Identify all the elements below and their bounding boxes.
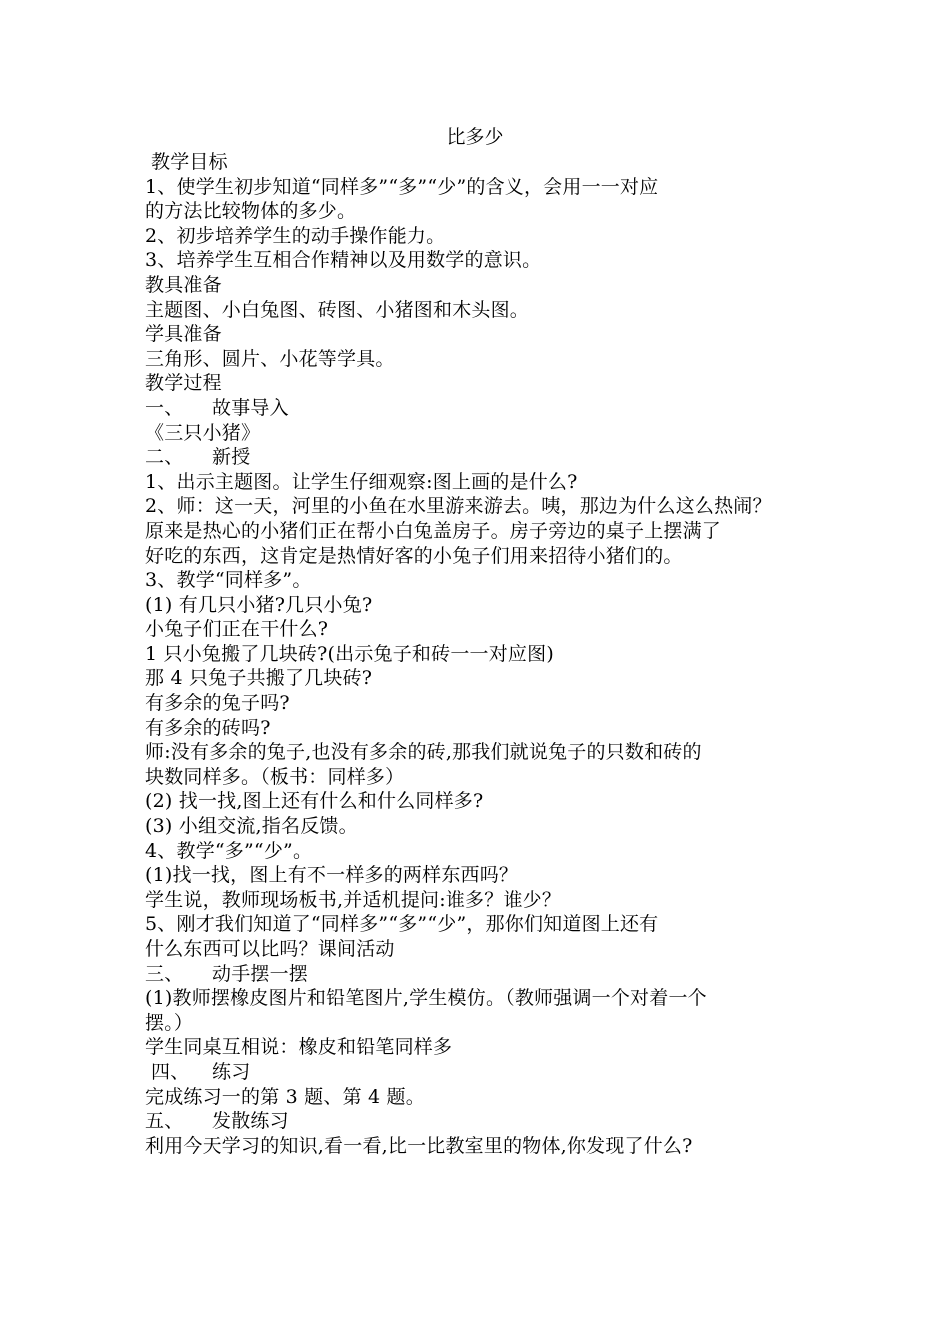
paragraph-line: 学生同桌互相说：橡皮和铅笔同样多 xyxy=(145,1036,453,1059)
paragraph-line: 三角形、圆片、小花等学具。 xyxy=(145,347,395,370)
paragraph-line: 有多余的兔子吗? xyxy=(145,692,290,715)
document-body xyxy=(145,150,815,1158)
paragraph-line: 利用今天学习的知识,看一看,比一比教室里的物体,你发现了什么? xyxy=(145,1134,693,1157)
section-number: 四、 xyxy=(151,1060,190,1083)
section-title: 故事导入 xyxy=(212,396,289,419)
paragraph-line: (1) 有几只小猪?几只小兔? xyxy=(145,593,373,616)
paragraph-line: 4、教学“多”“少”。 xyxy=(145,839,313,862)
heading-learning-aids: 学具准备 xyxy=(145,323,222,346)
paragraph-line: 小兔子们正在干什么? xyxy=(145,618,329,641)
section-title: 练习 xyxy=(212,1060,251,1083)
section-title: 动手摆一摆 xyxy=(212,962,309,985)
heading-process: 教学过程 xyxy=(145,372,222,395)
section-heading xyxy=(145,1060,815,1085)
paragraph-line: (1)教师摆橡皮图片和铅笔图片,学生模仿。（教师强调一个对着一个 xyxy=(145,987,707,1010)
paragraph-line: 学生说，教师现场板书,并适机提问:谁多？谁少？ xyxy=(145,888,562,911)
section-heading xyxy=(145,962,815,987)
paragraph-line: (1)找一找，图上有不一样多的两样东西吗？ xyxy=(145,864,519,887)
paragraph-line: 的方法比较物体的多少。 xyxy=(145,200,357,223)
paragraph-line: 师:没有多余的兔子,也没有多余的砖,那我们就说兔子的只数和砖的 xyxy=(145,741,702,764)
section-number: 三、 xyxy=(145,962,184,985)
heading-objectives: 教学目标 xyxy=(151,151,228,173)
paragraph-line: 块数同样多。（板书：同样多） xyxy=(145,765,405,788)
paragraph-line: 有多余的砖吗? xyxy=(145,716,271,739)
paragraph-line: 2、初步培养学生的动手操作能力。 xyxy=(145,224,446,247)
paragraph-line: 5、刚才我们知道了“同样多”“多”“少”，那你们知道图上还有 xyxy=(145,913,659,936)
paragraph-line: 1 只小兔搬了几块砖?(出示兔子和砖一一对应图) xyxy=(145,642,554,665)
section-number: 一、 xyxy=(145,396,184,419)
section-number: 五、 xyxy=(145,1110,184,1133)
paragraph-line: 3、培养学生互相合作精神以及用数学的意识。 xyxy=(145,249,542,272)
section-heading xyxy=(145,1109,815,1134)
section-title: 新授 xyxy=(212,446,251,469)
paragraph-line: (2) 找一找,图上还有什么和什么同样多? xyxy=(145,790,484,813)
paragraph-line: 那 4 只兔子共搬了几块砖? xyxy=(145,667,373,690)
section-number: 二、 xyxy=(145,446,184,469)
paragraph-line: 好吃的东西，这肯定是热情好客的小兔子们用来招待小猪们的。 xyxy=(145,544,683,567)
document-title: 比多少 xyxy=(446,126,504,148)
paragraph-line: (3) 小组交流,指名反馈。 xyxy=(145,815,358,838)
paragraph-line: 原来是热心的小猪们正在帮小白兔盖房子。房子旁边的桌子上摆满了 xyxy=(145,519,722,542)
paragraph-line: 2、师：这一天，河里的小鱼在水里游来游去。咦，那边为什么这么热闹？ xyxy=(145,495,772,518)
paragraph-line: 3、教学“同样多”。 xyxy=(145,569,312,592)
paragraph-line: 什么东西可以比吗？课间活动 xyxy=(145,938,395,960)
paragraph-line: 主题图、小白兔图、砖图、小猪图和木头图。 xyxy=(145,298,530,321)
paragraph-line: 完成练习一的第 3 题、第 4 题。 xyxy=(145,1085,425,1108)
heading-teaching-aids: 教具准备 xyxy=(145,273,222,296)
section-heading xyxy=(145,445,815,470)
paragraph-line: 摆。） xyxy=(145,1011,194,1034)
paragraph-line: 1、出示主题图。让学生仔细观察:图上画的是什么? xyxy=(145,470,578,493)
paragraph-line: 1、使学生初步知道“同样多”“多”“少”的含义，会用一一对应 xyxy=(145,175,659,198)
section-heading xyxy=(145,396,815,421)
section-title: 发散练习 xyxy=(212,1110,289,1133)
paragraph-line: 《三只小猪》 xyxy=(145,421,261,444)
